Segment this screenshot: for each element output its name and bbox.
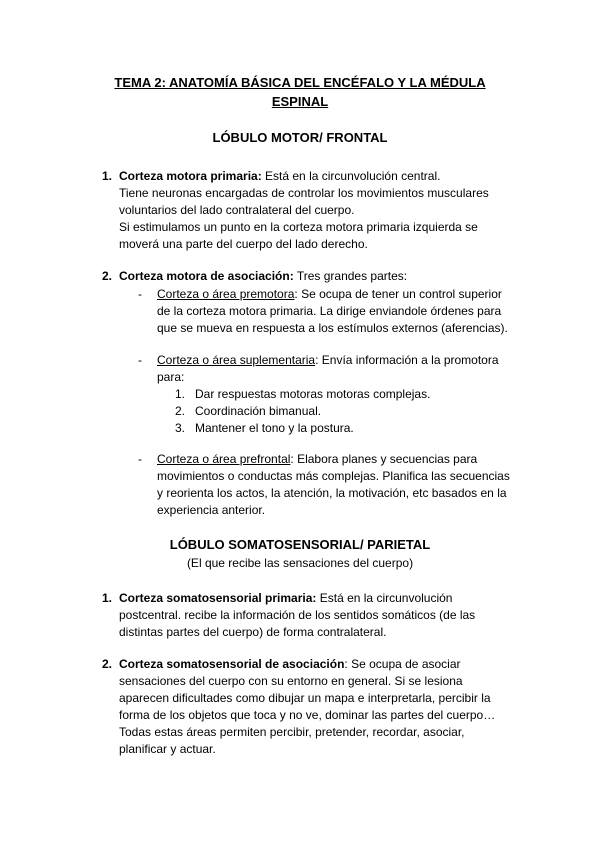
item-term: Corteza motora de asociación: bbox=[119, 269, 294, 283]
sublist-text: Coordinación bimanual. bbox=[195, 404, 322, 418]
item-text: Tres grandes partes: bbox=[293, 269, 408, 283]
item-text-line: Tiene neuronas encargadas de controlar los movimientos musculares bbox=[119, 186, 489, 200]
item-text: Está en la circunvolución central. bbox=[261, 169, 441, 183]
subitem-term: Corteza o área premotora bbox=[157, 287, 295, 301]
subitem-text-line: que se mueva en respuesta a los estímulos externos (aferencias). bbox=[157, 321, 508, 335]
sublist-text: Mantener el tono y la postura. bbox=[195, 421, 354, 435]
sublist-number: 1. bbox=[175, 387, 186, 401]
document-title bbox=[90, 73, 510, 111]
item-text: Está en la circunvolución bbox=[316, 591, 453, 605]
subitem-term: Corteza o área suplementaria bbox=[157, 353, 316, 367]
subitem-text-line: movimientos o conductas más complejas. Planifica las secuencias bbox=[157, 469, 510, 483]
title-line-1: TEMA 2: ANATOMÍA BÁSICA DEL ENCÉFALO Y LA MÉDULA bbox=[114, 75, 486, 90]
subitem-text-line: de la corteza motora primaria. La dirige enviandole órdenes para bbox=[157, 304, 502, 318]
subitem-text: : Se ocupa de tener un control superior bbox=[294, 287, 502, 301]
sublist-item bbox=[175, 386, 505, 403]
item-text-line: Todas estas áreas permiten percibir, pretender, recordar, asociar, bbox=[119, 725, 465, 739]
section-heading-frontal: LÓBULO MOTOR/ FRONTAL bbox=[212, 130, 388, 145]
item-number: 2. bbox=[102, 657, 113, 671]
subitem-term: Corteza o área prefrontal bbox=[157, 452, 291, 466]
item-term: Corteza somatosensorial primaria: bbox=[119, 591, 317, 605]
list-item-somato-association bbox=[102, 656, 522, 758]
subitem-prefrontal bbox=[138, 451, 518, 519]
sublist-item bbox=[175, 420, 505, 437]
section-subtitle: (El que recibe las sensaciones del cuerpo) bbox=[186, 556, 414, 570]
sublist-text: Dar respuestas motoras motoras complejas. bbox=[195, 387, 431, 401]
dash-bullet: - bbox=[138, 353, 142, 367]
subitem-premotora bbox=[138, 286, 518, 337]
subitem-text: : Envía información a la promotora bbox=[315, 353, 499, 367]
list-item-motor-association bbox=[102, 268, 522, 285]
item-text-line: forma de los objetos que toca y no ve, dominar las partes del cuerpo… bbox=[119, 708, 496, 722]
item-text-line: moverá una parte del cuerpo del lado derecho. bbox=[119, 237, 368, 251]
subitem-text-line: experiencia anterior. bbox=[157, 503, 266, 517]
item-term: Corteza motora primaria: bbox=[119, 169, 262, 183]
title-line-2: ESPINAL bbox=[271, 94, 329, 109]
item-term: Corteza somatosensorial de asociación bbox=[119, 657, 345, 671]
numbered-sublist bbox=[175, 386, 505, 437]
item-text-line: sensaciones del cuerpo con su entorno en general. Si se lesiona bbox=[119, 674, 463, 688]
subitem-text: : Elabora planes y secuencias para bbox=[290, 452, 478, 466]
item-text-line: voluntarios del lado contralateral del cuerpo. bbox=[119, 203, 355, 217]
subitem-text-line: para: bbox=[157, 370, 185, 384]
section-heading-parietal: LÓBULO SOMATOSENSORIAL/ PARIETAL bbox=[169, 537, 431, 552]
sublist-number: 2. bbox=[175, 404, 186, 418]
list-item-motor-primary bbox=[102, 168, 522, 253]
item-text-line: Si estimulamos un punto en la corteza motora primaria izquierda se bbox=[119, 220, 478, 234]
item-text: : Se ocupa de asociar bbox=[344, 657, 461, 671]
item-text-line: distintas partes del cuerpo) de forma contralateral. bbox=[119, 625, 387, 639]
sublist-item bbox=[175, 403, 505, 420]
item-text-line: postcentral. recibe la información de los sentidos somáticos (de las bbox=[119, 608, 476, 622]
item-text-line: planificar y actuar. bbox=[119, 742, 216, 756]
sublist-number: 3. bbox=[175, 421, 186, 435]
list-item-somato-primary bbox=[102, 590, 522, 641]
item-number: 1. bbox=[102, 591, 113, 605]
dash-bullet: - bbox=[138, 287, 142, 301]
subitem-text-line: y reorienta los actos, la atención, la motivación, etc basados en la bbox=[157, 486, 507, 500]
item-number: 1. bbox=[102, 169, 113, 183]
item-text-line: aparecen dificultades como dibujar un mapa e interpretarla, percibir la bbox=[119, 691, 491, 705]
item-number: 2. bbox=[102, 269, 113, 283]
subitem-suplementaria bbox=[138, 352, 518, 386]
dash-bullet: - bbox=[138, 452, 142, 466]
